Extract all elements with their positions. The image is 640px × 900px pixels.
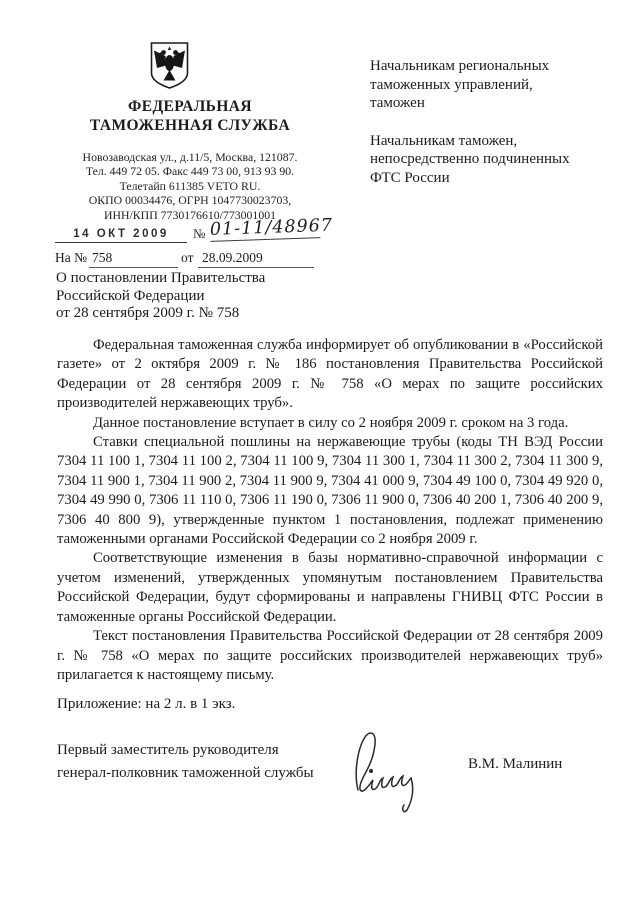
subject-line: от 28 сентября 2009 г. № 758 [56,305,240,322]
org-name-line1: ФЕДЕРАЛЬНАЯ [128,98,252,115]
recipient-line: Начальникам региональных [370,58,550,74]
outgoing-number-handwritten: 01-11/48967 [209,215,334,240]
address-line: Тел. 449 72 05. Факс 449 73 00, 913 93 90. [85,164,295,179]
reference-row-reply [55,250,375,270]
recipient-line: непосредственно подчиненных [370,151,570,168]
org-address-block [30,150,350,222]
coat-of-arms-emblem [149,41,190,91]
address-line: ОКПО 00034476, ОГРН 1047730023703, [88,193,292,208]
reply-date: 28.09.2009 [198,250,314,268]
signer-position [57,739,314,784]
body-paragraph: Соответствующие изменения в базы нормативно-справочной информации с учетом изменений, утвержденных упомянутым постановлением Правительства Российской Федерации, будут сформированы и направлены ГНИВЦ ФТС России в таможенные органы Российской Федерации. [57,550,603,625]
recipient-line: ФТС России [370,169,450,186]
date-stamp: 14 ОКТ 2009 [55,228,187,243]
body-paragraph: Ставки специальной пошлины на нержавеющие трубы (коды ТН ВЭД России 7304 11 100 1, 7304 11 100 2, 7304 11 100 9, 7304 11 300 1, 7304 11 300 2, 7304 11 300 9, 7304 11 900 1, 7304 11 900 2, 7304 11 900 9, 7304 41 000 9, 7304 49 100 0, 7304 49 920 0, 7304 49 990 0, 7306 11 110 0, 7306 11 190 0, 7306 11 900 0, 7306 40 200 1, 7306 40 200 9, 7306 40 800 9), утвержденные пунктом 1 постановления, подлежат применению таможенными органами Российской Федерации со 2 ноября 2009 г. [57,434,603,548]
subject-line: Российской Федерации [56,287,205,304]
recipient-line: Начальникам таможен, [370,132,518,149]
number-sign: № [193,226,206,241]
signer-position-line1: Первый заместитель руководителя [57,742,279,758]
signer-position-line2: генерал-полковник таможенной службы [57,764,314,781]
letter-body [57,336,603,685]
attachment-note: Приложение: на 2 л. в 1 экз. [57,696,236,712]
signature-scribble [344,720,444,820]
signer-name: В.М. Малинин [468,756,563,772]
subject-block [56,270,356,323]
reply-number: 758 [89,250,178,268]
double-headed-eagle-icon [149,41,190,91]
address-line: Новозаводская ул., д.11/5, Москва, 121087. [82,150,298,164]
address-line: ИНН/КПП 7730176610/773001001 [103,207,277,222]
recipient-line: таможенных управлений, [370,76,533,93]
org-name [40,97,340,135]
recipient-line: таможен [370,95,425,112]
body-paragraph: Федеральная таможенная служба информирует об опубликовании в «Российской газете» от 2 октября 2009 г. № 186 постановления Правительства Российской Федерации от 28 сентября 2009 г. № 758 «О мерах по защите российских производителей нержавеющих труб». [57,337,603,412]
recipients-block [370,57,610,188]
reply-prefix: На № [55,250,87,265]
subject-line: О постановлении Правительства [56,270,266,286]
org-name-line2: ТАМОЖЕННАЯ СЛУЖБА [89,117,291,134]
reply-from-label: от [181,250,194,265]
handwritten-signature-icon [344,720,444,815]
address-line: Телетайп 611385 VETO RU. [119,178,261,193]
recipients-gap [370,113,610,132]
body-paragraph: Текст постановления Правительства Российской Федерации от 28 сентября 2009 г. № 758 «О мерах по защите российских производителей нержавеющих труб» прилагается к настоящему письму. [57,628,603,683]
body-paragraph: Данное постановление вступает в силу со 2 ноября 2009 г. сроком на 3 года. [93,414,569,431]
reference-row-outgoing [55,215,375,252]
